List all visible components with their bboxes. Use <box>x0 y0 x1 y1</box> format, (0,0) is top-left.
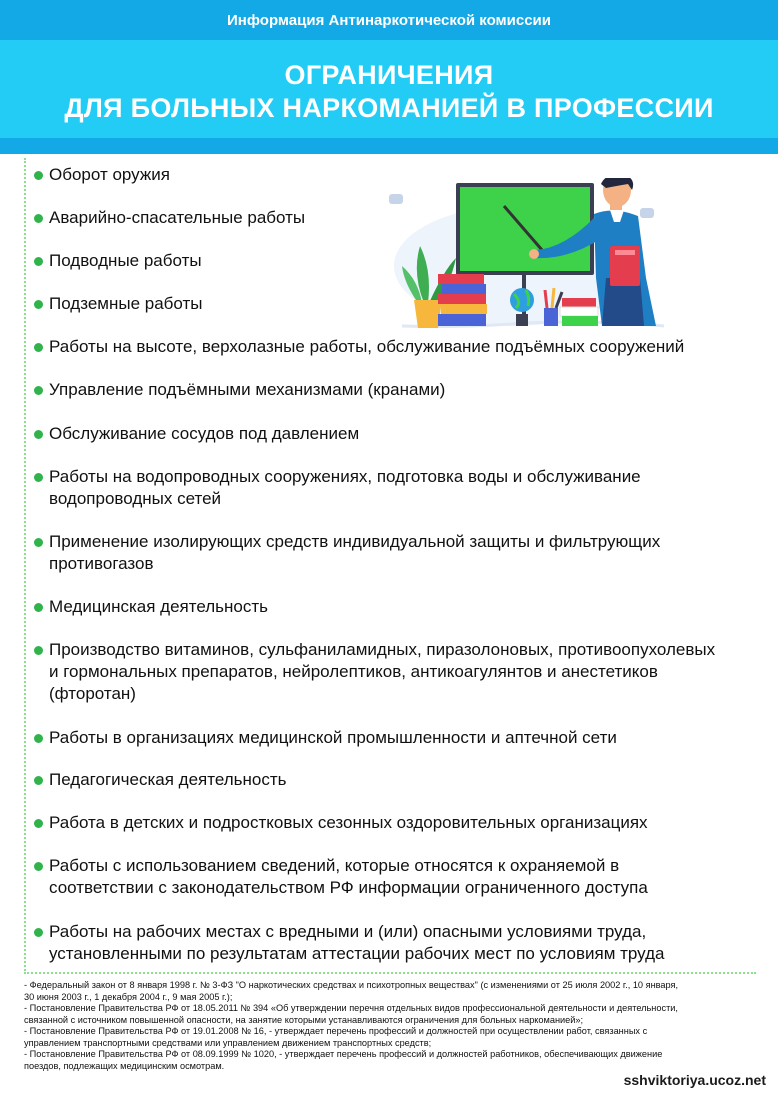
item-text: Управление подъёмными механизмами (кранами) <box>49 380 446 399</box>
bullet-dot <box>34 603 43 612</box>
list-item <box>34 336 684 358</box>
list-item <box>34 207 305 229</box>
item-text-cont: установленными по результатам аттестации рабочих мест по условиям труда <box>49 944 665 963</box>
item-text: Работы на водопроводных сооружениях, подготовка воды и обслуживание <box>49 467 641 486</box>
commission-banner: Информация Антинаркотической комиссии <box>0 0 778 40</box>
list-item <box>34 531 660 575</box>
item-text: Педагогическая деятельность <box>49 770 287 789</box>
item-text-cont: соответствии с законодательством РФ информации ограниченного доступа <box>49 878 648 897</box>
bullet-dot <box>34 171 43 180</box>
item-text: Подводные работы <box>49 251 202 270</box>
item-text: Применение изолирующих средств индивидуальной защиты и фильтрующих <box>49 532 661 551</box>
item-text: Работы на рабочих местах с вредными и (или) опасными условиями труда, <box>49 922 647 941</box>
footnote-line: - Постановление Правительства РФ от 18.05.2011 № 394 «Об утверждении перечня отдельных видов профессиональной деятельности и деятельности, <box>24 1003 678 1013</box>
list-item <box>34 812 648 834</box>
item-text-cont: (фторотан) <box>49 684 136 703</box>
bullet-dot <box>34 928 43 937</box>
bullet-dot <box>34 862 43 871</box>
footnote-line: - Постановление Правительства РФ от 08.09.1999 № 1020, - утверждает перечень профессий и должностей работников, обеспечивающих движение <box>24 1049 663 1059</box>
item-text: Медицинская деятельность <box>49 597 268 616</box>
footnote-line: управлением транспортными средствами или управлением движением транспортных средств; <box>24 1037 432 1048</box>
footnote-line: - Постановление Правительства РФ от 19.01.2008 № 16, - утверждает перечень профессий и должностей при осуществлении работ, связанных с <box>24 1026 648 1036</box>
item-text: Работа в детских и подростковых сезонных оздоровительных организациях <box>49 813 648 832</box>
list-item <box>34 250 202 272</box>
list-item <box>34 423 359 445</box>
bullet-dot <box>34 386 43 395</box>
item-text: Аварийно-спасательные работы <box>49 208 306 227</box>
bullet-dot <box>34 257 43 266</box>
list-item <box>34 466 641 510</box>
list-item <box>34 164 170 186</box>
list-item <box>34 379 445 401</box>
item-text: Оборот оружия <box>49 165 170 184</box>
item-text-cont: и гормональных препаратов, нейролептиков, антикоагулянтов и анестетиков <box>49 662 658 681</box>
list-item <box>34 727 617 749</box>
bullet-dot <box>34 473 43 482</box>
bullet-dot <box>34 776 43 785</box>
page-title-line-1: ОГРАНИЧЕНИЯ <box>284 60 494 90</box>
page-title-line-2: ДЛЯ БОЛЬНЫХ НАРКОМАНИЕЙ В ПРОФЕССИИ <box>64 93 714 123</box>
legal-footnotes <box>24 980 759 1072</box>
bullet-dot <box>34 300 43 309</box>
bullet-dot <box>34 538 43 547</box>
footnote-line: - Федеральный закон от 8 января 1998 г. № 3-ФЗ "О наркотических средствах и психотропных веществах" (с изменениями от 25 июля 2002 г., 10 января, <box>24 980 679 990</box>
list-item <box>34 921 665 965</box>
list-item <box>34 769 287 791</box>
item-text: Обслуживание сосудов под давлением <box>49 424 360 443</box>
list-item <box>34 639 715 705</box>
item-text: Подземные работы <box>49 294 203 313</box>
item-text: Производство витаминов, сульфаниламидных, пиразолоновых, противоопухолевых <box>49 640 716 659</box>
bullet-dot <box>34 214 43 223</box>
list-item <box>34 293 202 315</box>
bullet-dot <box>34 343 43 352</box>
bullet-dot <box>34 819 43 828</box>
item-text-cont: противогазов <box>49 554 154 573</box>
bullet-dot <box>34 734 43 743</box>
site-watermark: sshviktoriya.ucoz.net <box>623 1072 766 1088</box>
footnote-line: 30 июня 2003 г., 1 декабря 2004 г., 9 мая 2005 г.); <box>24 991 233 1002</box>
bullet-dot <box>34 646 43 655</box>
item-text: Работы с использованием сведений, которые относятся к охраняемой в <box>49 856 620 875</box>
list-item <box>34 855 648 899</box>
footnote-line: поездов, подлежащих медицинским осмотрам. <box>24 1060 225 1071</box>
bullet-dot <box>34 430 43 439</box>
item-text-cont: водопроводных сетей <box>49 489 222 508</box>
list-item <box>34 596 268 618</box>
footnote-line: связанной с источником повышенной опасности, на занятие которыми устанавливаются ограничения для больных наркоманией»; <box>24 1014 584 1025</box>
item-text: Работы на высоте, верхолазные работы, обслуживание подъёмных сооружений <box>49 337 685 356</box>
item-text: Работы в организациях медицинской промышленности и аптечной сети <box>49 728 617 747</box>
